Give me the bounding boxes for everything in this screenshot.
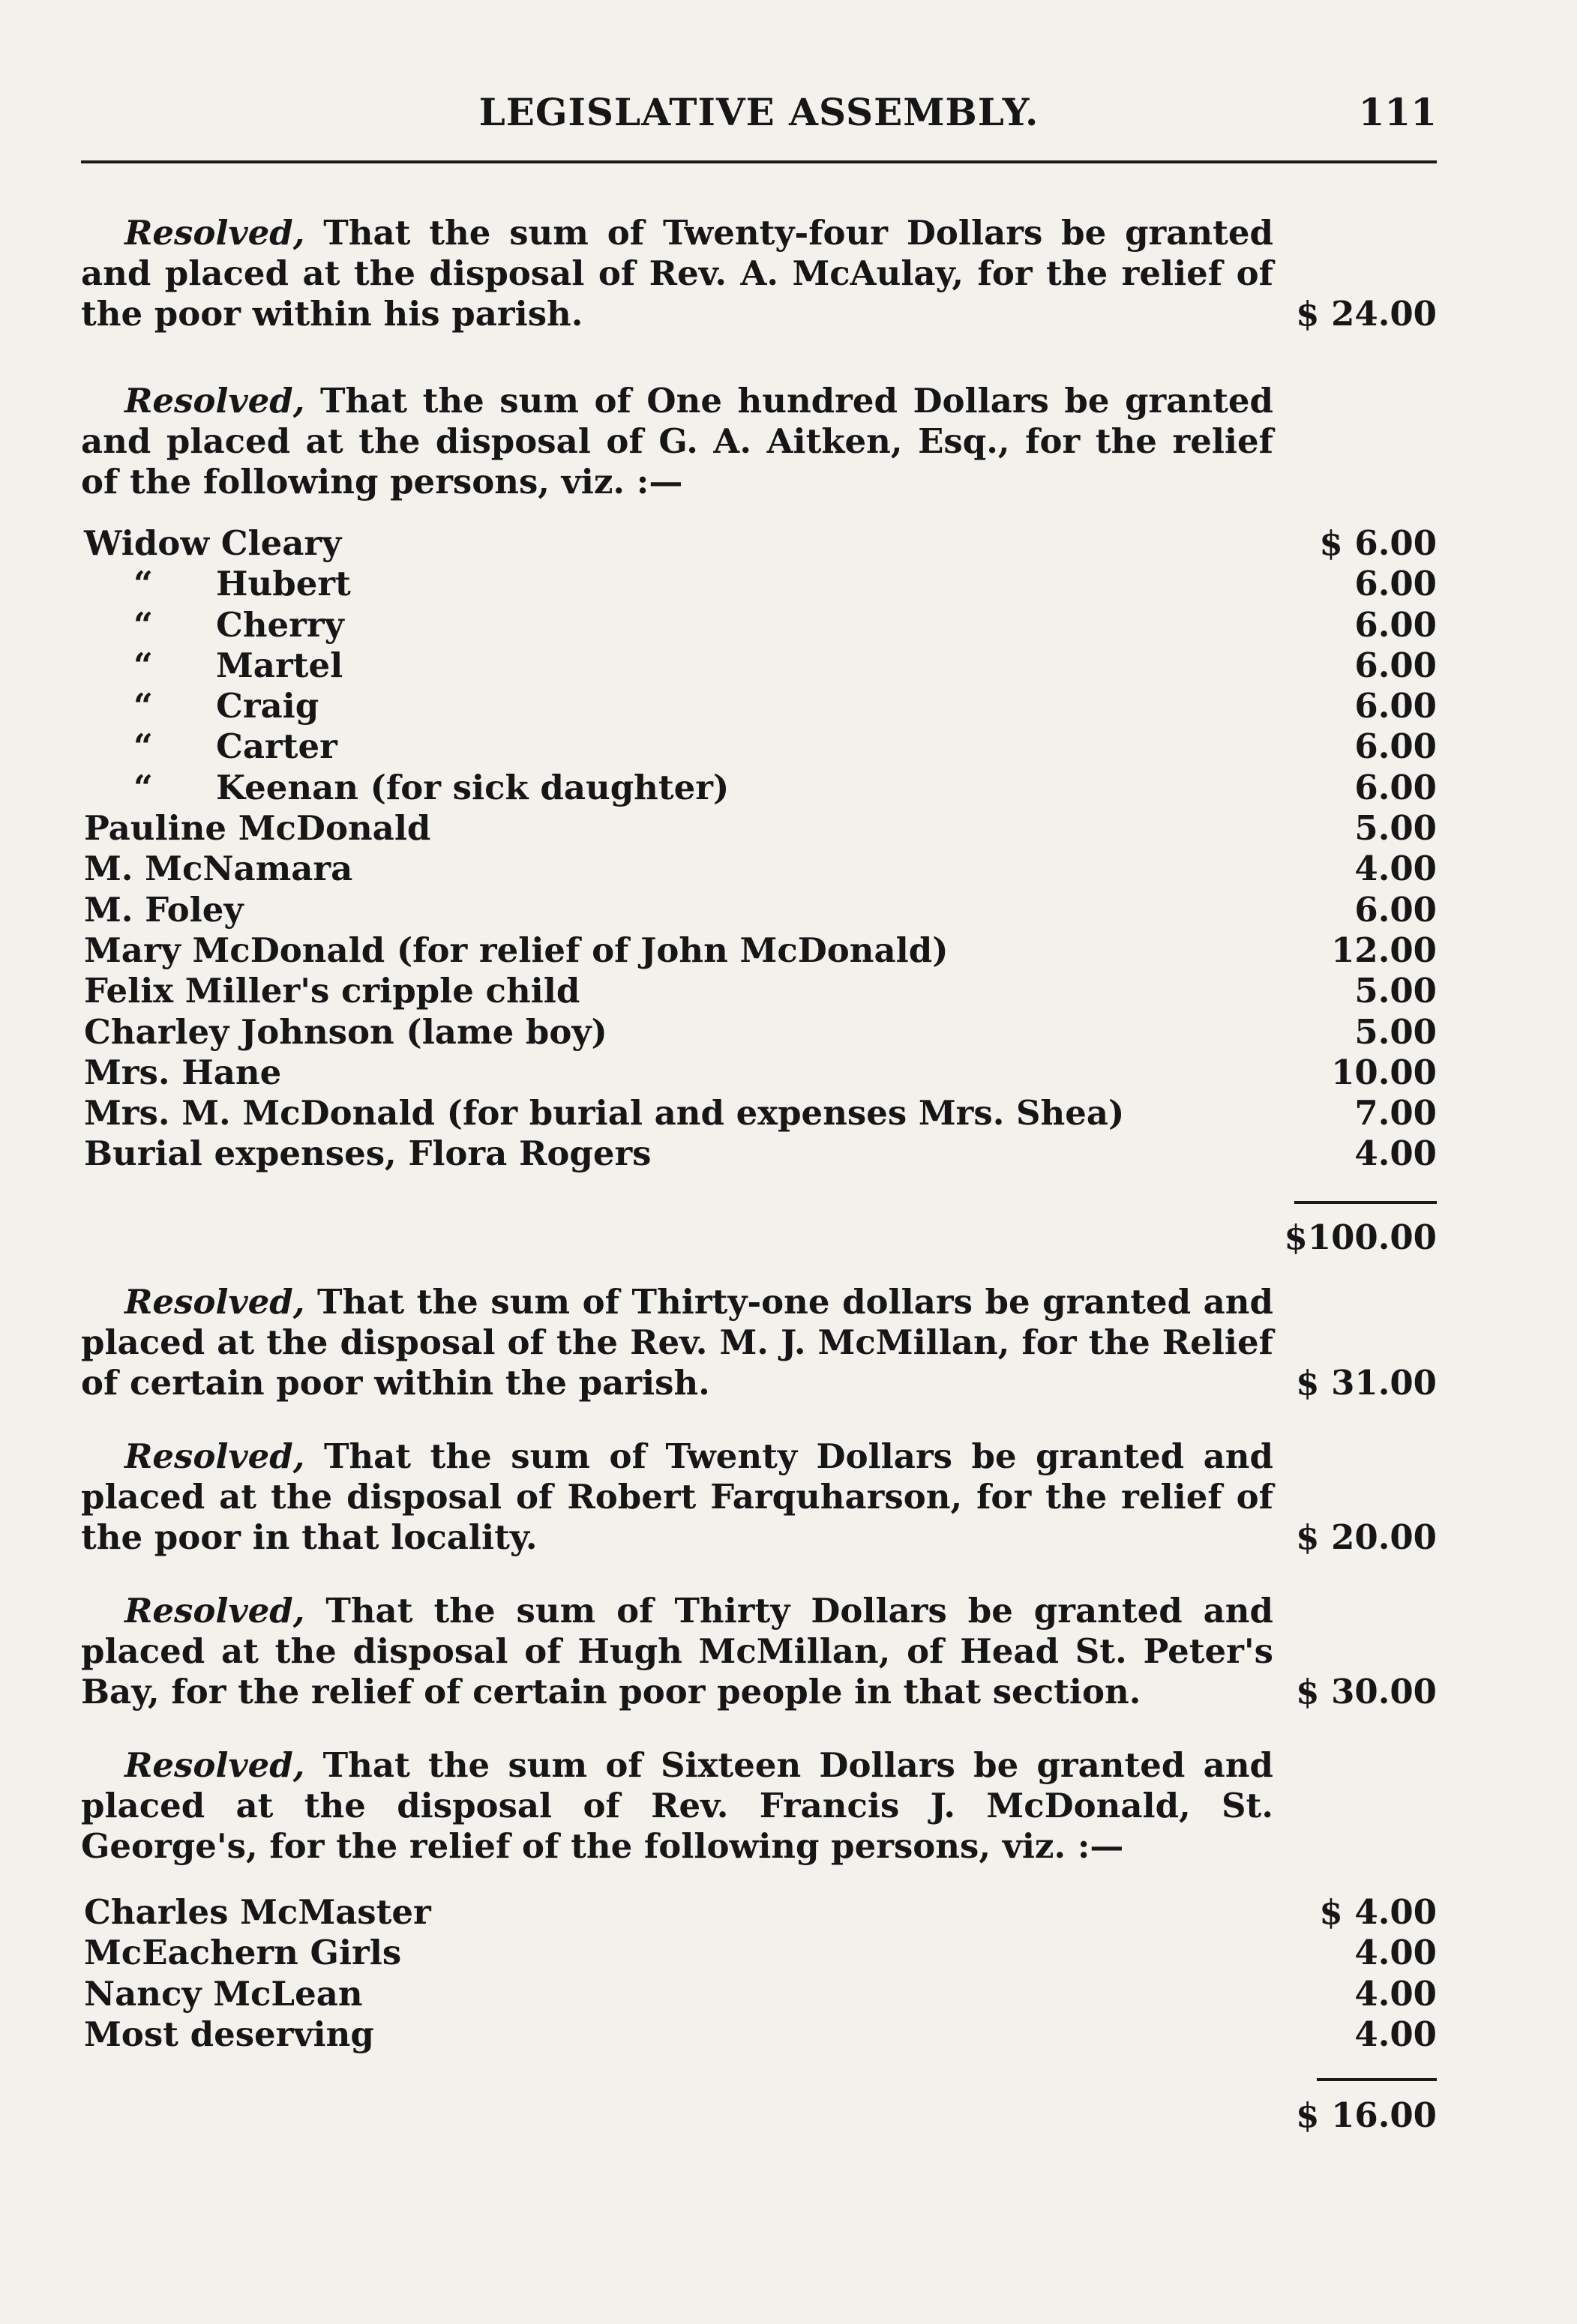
resolution-body: That the sum of Thirty Dollars be granted and placed at the disposal of Hugh McMillan, of Head St. Peter's Bay, for the relief of certain poor people in that section.	[81, 1591, 1273, 1712]
resolution-3	[81, 1282, 1437, 1403]
resolution-keyword: Resolved,	[124, 381, 305, 421]
resolution-body: That the sum of Twenty Dollars be granted and placed at the disposal of Robert Farquharson, for the relief of the poor in that locality.	[81, 1436, 1273, 1557]
resolution-body: That the sum of One hundred Dollars be granted and placed at the disposal of G. A. Aitken, Esq., for the relief of the following persons, viz. :—	[81, 381, 1273, 502]
list-item: Nancy McLean 4.00	[84, 1973, 1437, 2014]
resolution-4	[81, 1436, 1437, 1558]
resolution-body: That the sum of Twenty-four Dollars be granted and placed at the disposal of Rev. A. McAulay, for the relief of the poor within his parish.	[81, 213, 1273, 334]
resolution-keyword: Resolved,	[124, 213, 305, 253]
list-item: McEachern Girls 4.00	[84, 1933, 1437, 1973]
list-item: Mary McDonald (for relief of John McDonald) 12.00	[84, 930, 1437, 970]
resolution-keyword: Resolved,	[124, 1436, 305, 1476]
list-item: “ Carter 6.00	[133, 726, 1437, 767]
resolution-6	[81, 1745, 1437, 1867]
list-item: Widow Cleary $ 6.00	[84, 523, 1437, 563]
list-item: Burial expenses, Flora Rogers 4.00	[84, 1134, 1437, 1174]
list-item: M. Foley 6.00	[84, 889, 1437, 930]
resolution-text	[81, 213, 1273, 334]
ditto-mark: “	[133, 564, 153, 604]
total-rule-mcdonald	[1317, 2078, 1437, 2081]
ditto-mark: “	[133, 686, 153, 726]
header-rule	[81, 160, 1437, 163]
list-item: “ Martel 6.00	[133, 645, 1437, 685]
resolution-keyword: Resolved,	[124, 1282, 305, 1322]
ditto-mark: “	[133, 767, 153, 807]
resolution-1	[81, 213, 1437, 334]
resolution-text	[81, 1591, 1273, 1712]
resolution-5	[81, 1591, 1437, 1712]
list-item: “ Craig 6.00	[133, 686, 1437, 726]
list-item: Charley Johnson (lame boy) 5.00	[84, 1011, 1437, 1052]
total-aitken: $100.00	[1284, 1217, 1437, 1257]
list-item: Most deserving 4.00	[84, 2014, 1437, 2054]
resolution-2	[81, 381, 1437, 502]
page-number: 111	[1358, 90, 1437, 134]
resolution-amount: $ 31.00	[1296, 1363, 1437, 1403]
relief-list-mcdonald	[84, 1892, 1437, 2055]
resolution-text	[81, 381, 1273, 502]
list-item: Pauline McDonald 5.00	[84, 808, 1437, 849]
resolution-text	[81, 1436, 1273, 1558]
list-item: “ Keenan (for sick daughter) 6.00	[133, 767, 1437, 807]
list-item: Mrs. Hane 10.00	[84, 1052, 1437, 1092]
list-item: Charles McMaster $ 4.00	[84, 1892, 1437, 1932]
list-item: Felix Miller's cripple child 5.00	[84, 971, 1437, 1011]
page-header	[81, 82, 1437, 150]
resolution-amount: $ 20.00	[1296, 1517, 1437, 1557]
resolution-text	[81, 1282, 1273, 1403]
ditto-mark: “	[133, 726, 153, 767]
resolution-keyword: Resolved,	[124, 1745, 305, 1785]
resolution-keyword: Resolved,	[124, 1591, 305, 1631]
list-item: “ Hubert 6.00	[133, 564, 1437, 604]
total-rule-aitken	[1294, 1201, 1437, 1204]
total-mcdonald: $ 16.00	[1296, 2095, 1437, 2135]
ditto-mark: “	[133, 604, 153, 645]
list-item: “ Cherry 6.00	[133, 604, 1437, 645]
resolution-amount: $ 24.00	[1296, 294, 1437, 334]
relief-list-aitken	[84, 523, 1437, 1175]
list-item: Mrs. M. McDonald (for burial and expenses Mrs. Shea) 7.00	[84, 1093, 1437, 1134]
resolution-body: That the sum of Thirty-one dollars be granted and placed at the disposal of the Rev. M. J. McMillan, for the Relief of certain poor within the parish.	[81, 1282, 1273, 1403]
resolution-amount: $ 30.00	[1296, 1672, 1437, 1712]
ditto-mark: “	[133, 645, 153, 685]
list-item: M. McNamara 4.00	[84, 849, 1437, 889]
resolution-body: That the sum of Sixteen Dollars be granted and placed at the disposal of Rev. Francis J. McDonald, St. George's, for the relief of the following persons, viz. :—	[81, 1745, 1273, 1866]
header-title: LEGISLATIVE ASSEMBLY.	[478, 90, 1039, 134]
resolution-text	[81, 1745, 1273, 1867]
